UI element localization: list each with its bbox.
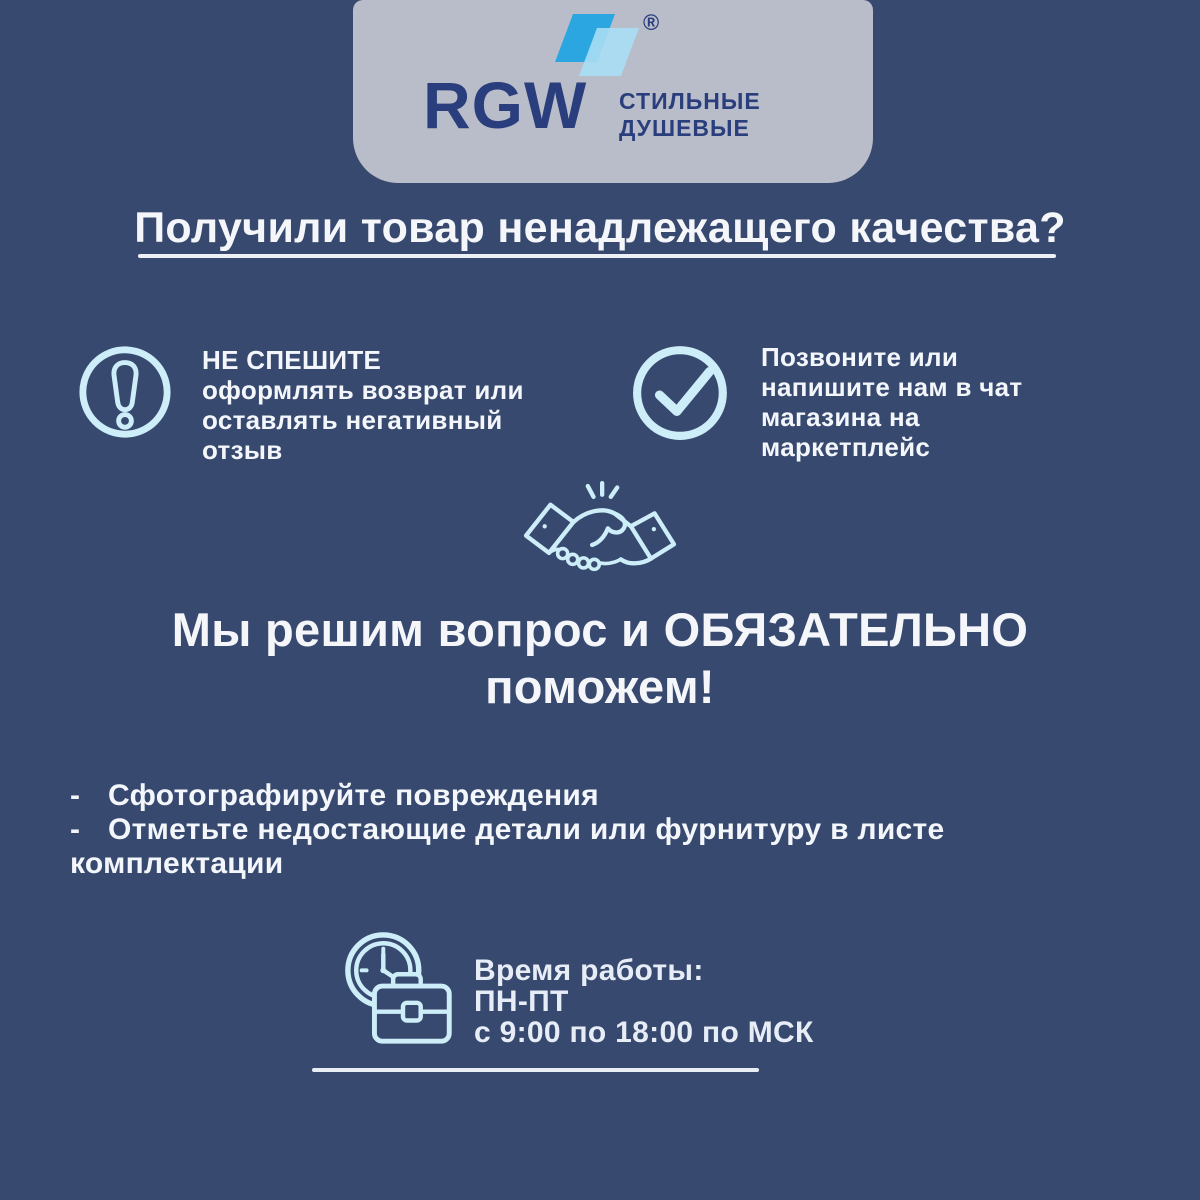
advice-line: напишите нам в чат xyxy=(761,372,1023,402)
tagline-line: СТИЛЬНЫЕ xyxy=(619,88,761,114)
hours-underline xyxy=(312,1068,759,1072)
advice-title: НЕ СПЕШИТЕ xyxy=(202,345,382,375)
advice-line: магазина на xyxy=(761,402,920,432)
page-title: Получили товар ненадлежащего качества? xyxy=(134,204,1066,252)
promise-line: Мы решим вопрос и ОБЯЗАТЕЛЬНО xyxy=(171,603,1029,656)
advice-dont-rush xyxy=(76,343,591,465)
exclamation-circle-icon xyxy=(76,343,174,465)
checklist-item xyxy=(70,813,1140,847)
hours-title: Время работы: xyxy=(474,954,704,987)
checklist-text-wrap: комплектации xyxy=(70,847,284,880)
advice-line: отзыв xyxy=(202,435,283,465)
promise-text xyxy=(0,601,1200,715)
checklist xyxy=(70,779,1140,881)
advice-contact-us xyxy=(631,340,1121,462)
advice-line: оформлять возврат или xyxy=(202,375,524,405)
hours-time: с 9:00 по 18:00 по МСК xyxy=(474,1016,814,1049)
bullet-dash: - xyxy=(70,813,81,846)
checklist-text: Сфотографируйте повреждения xyxy=(108,779,599,812)
tagline-line: ДУШЕВЫЕ xyxy=(619,115,750,141)
advice-text xyxy=(761,342,1022,462)
working-hours-block xyxy=(338,929,814,1053)
advice-line: оставлять негативный xyxy=(202,405,503,435)
brand-name: RGW xyxy=(423,68,588,142)
checklist-item xyxy=(70,779,1140,813)
registered-trademark: ® xyxy=(643,10,660,35)
brand-tagline xyxy=(619,88,761,142)
advice-text xyxy=(202,345,524,465)
check-circle-icon xyxy=(631,340,733,462)
hours-days: ПН-ПТ xyxy=(474,985,569,1018)
logo-panel xyxy=(353,0,873,183)
advice-line: маркетплейс xyxy=(761,432,931,462)
handshake-icon xyxy=(521,481,679,596)
title-underline xyxy=(138,254,1056,258)
advice-line: Позвоните или xyxy=(761,342,959,372)
bullet-dash: - xyxy=(70,779,81,812)
checklist-text: Отметьте недостающие детали или фурнитуру в листе xyxy=(108,813,945,846)
promise-line: поможем! xyxy=(485,660,715,713)
working-hours-text xyxy=(474,955,814,1048)
clock-briefcase-icon xyxy=(338,929,466,1053)
